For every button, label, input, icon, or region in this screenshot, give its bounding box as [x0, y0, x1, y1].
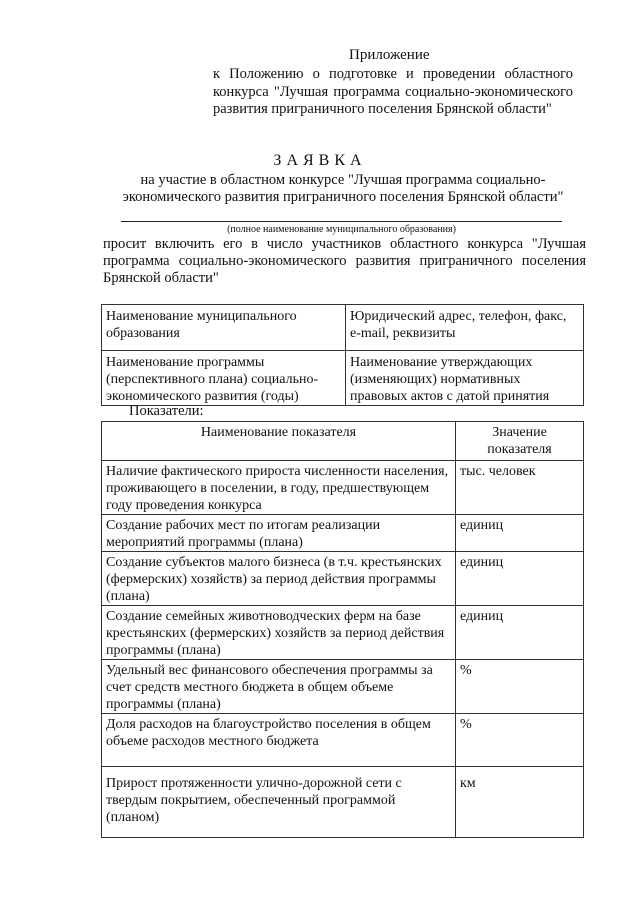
header-indicator-name: Наименование показателя	[102, 422, 456, 461]
municipality-name-line	[121, 221, 562, 222]
indicator-unit-cell: единиц	[456, 515, 584, 552]
indicators-table	[101, 421, 584, 838]
request-paragraph	[103, 236, 586, 287]
municipality-caption: (полное наименование муниципального образования)	[227, 224, 456, 235]
appendix-text: к Положению о подготовке и проведении областного конкурса "Лучшая программа социально-экономического развития приграничного поселения Брянской области"	[213, 66, 573, 117]
indicator-unit-cell: %	[456, 714, 584, 767]
table-row	[102, 515, 584, 552]
request-line: просит включить его в число участников областного конкурса "Лучшая	[103, 236, 586, 252]
table-row	[102, 606, 584, 660]
table-row	[102, 552, 584, 606]
indicator-unit-cell: единиц	[456, 552, 584, 606]
indicator-name-cell: Прирост протяженности улично-дорожной сети с твердым покрытием, обеспеченный программой (планом)	[102, 767, 456, 838]
appendix-title: Приложение	[349, 47, 430, 63]
indicators-label: Показатели:	[129, 403, 204, 419]
indicator-name-cell: Наличие фактического прироста численности населения, проживающего в поселении, в году, предшествующем году проведения конкурса	[102, 461, 456, 515]
indicator-name-cell: Доля расходов на благоустройство поселения в общем объеме расходов местного бюджета	[102, 714, 456, 767]
table-cell: Наименование муниципального образования	[102, 305, 346, 351]
table-cell: Наименование утверждающих (изменяющих) нормативных правовых актов с датой принятия	[346, 351, 584, 406]
document-subtitle: на участие в областном конкурсе "Лучшая программа социально-экономического развития приграничного поселения Брянской области"	[122, 172, 564, 205]
table-row	[102, 351, 584, 406]
indicator-unit-cell: %	[456, 660, 584, 714]
indicator-unit-cell: тыс. человек	[456, 461, 584, 515]
table-row	[102, 714, 584, 767]
indicator-unit-cell: км	[456, 767, 584, 838]
indicator-name-cell: Удельный вес финансового обеспечения программы за счет средств местного бюджета в общем объеме программы (плана)	[102, 660, 456, 714]
indicator-name-cell: Создание семейных животноводческих ферм на базе крестьянских (фермерских) хозяйств за период действия программы (плана)	[102, 606, 456, 660]
document-title: ЗАЯВКА	[273, 152, 367, 169]
info-table	[101, 304, 584, 406]
indicator-name-cell: Создание субъектов малого бизнеса (в т.ч. крестьянских (фермерских) хозяйств) за период действия программы (плана)	[102, 552, 456, 606]
table-cell: Юридический адрес, телефон, факс, e-mail, реквизиты	[346, 305, 584, 351]
table-row	[102, 660, 584, 714]
table-row	[102, 305, 584, 351]
indicator-unit-cell: единиц	[456, 606, 584, 660]
table-row	[102, 767, 584, 838]
request-line: программа социально-экономического развития приграничного поселения	[103, 253, 586, 269]
table-cell: Наименование программы (перспективного плана) социально-экономического развития (годы)	[102, 351, 346, 406]
table-row	[102, 461, 584, 515]
header-indicator-value: Значение показателя	[456, 422, 584, 461]
indicator-name-cell: Создание рабочих мест по итогам реализации мероприятий программы (плана)	[102, 515, 456, 552]
table-header-row	[102, 422, 584, 461]
request-line: Брянской области"	[103, 270, 219, 286]
